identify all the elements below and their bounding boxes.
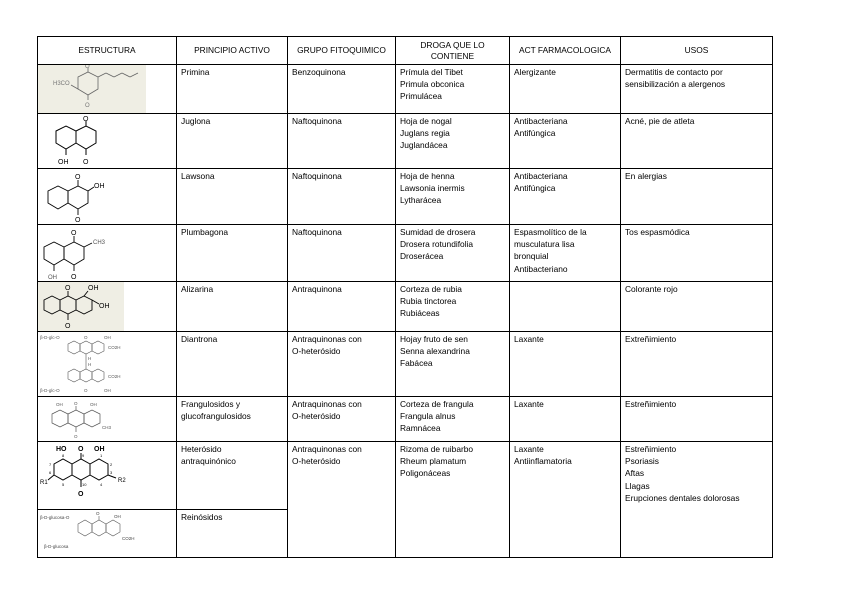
structure-cell bbox=[38, 442, 177, 510]
table-row bbox=[38, 282, 773, 332]
droga-cell: Hoja de nogal Juglans regia Juglandácea bbox=[396, 114, 510, 169]
usos-cell: Acné, pie de atleta bbox=[621, 114, 773, 169]
header-droga: DROGA QUE LO CONTIENE bbox=[396, 37, 510, 65]
droga-cell: Prímula del Tibet Primula obconica Primulácea bbox=[396, 65, 510, 114]
struct-label: 1 bbox=[100, 453, 103, 458]
struct-label: OH bbox=[104, 335, 111, 340]
act-cell bbox=[510, 282, 621, 332]
structure-cell bbox=[38, 332, 177, 397]
struct-label: R1 bbox=[40, 480, 48, 486]
header-act-farmacologica: ACT FARMACOLOGICA bbox=[510, 37, 621, 65]
struct-label: β-D-glucosa-O bbox=[40, 515, 70, 520]
lawsona-structure bbox=[38, 169, 118, 223]
usos-cell: Estreñimiento bbox=[621, 397, 773, 442]
struct-label: O bbox=[83, 159, 89, 166]
struct-label: 9 bbox=[82, 453, 85, 458]
structure-cell bbox=[38, 510, 177, 558]
struct-label: R2 bbox=[118, 478, 126, 484]
struct-label: O bbox=[83, 116, 89, 123]
principio-cell: Frangulosidos y glucofrangulosidos bbox=[177, 397, 288, 442]
struct-label: OH bbox=[94, 183, 105, 190]
usos-cell: Tos espasmódica bbox=[621, 225, 773, 282]
droga-cell: Hoja de henna Lawsonia inermis Lytharácea bbox=[396, 169, 510, 225]
struct-label: O bbox=[75, 174, 81, 181]
header-row bbox=[38, 37, 773, 65]
struct-label: H3CO bbox=[53, 81, 70, 87]
primina-structure bbox=[38, 65, 146, 113]
act-cell: Antibacteriana Antifúngica bbox=[510, 114, 621, 169]
principio-cell: Juglona bbox=[177, 114, 288, 169]
struct-label: OH bbox=[58, 159, 69, 166]
principio-cell: Alizarina bbox=[177, 282, 288, 332]
table-row bbox=[38, 397, 773, 442]
structure-cell bbox=[38, 65, 177, 114]
struct-label: O bbox=[65, 285, 71, 292]
principio-cell: Lawsona bbox=[177, 169, 288, 225]
droga-cell: Sumidad de drosera Drosera rotundifolia Droserácea bbox=[396, 225, 510, 282]
act-cell: Espasmolítico de la musculatura lisa bronquial Antibacteriano bbox=[510, 225, 621, 282]
grupo-cell: Naftoquinona bbox=[288, 114, 396, 169]
grupo-cell: Benzoquinona bbox=[288, 65, 396, 114]
struct-label: O bbox=[71, 274, 77, 281]
grupo-cell: Antraquinona bbox=[288, 282, 396, 332]
struct-label: 3 bbox=[110, 470, 113, 475]
struct-label: O bbox=[74, 434, 78, 439]
struct-label: OH bbox=[90, 402, 97, 407]
diantrona-structure bbox=[38, 332, 138, 396]
header-grupo-fitoquimico: GRUPO FITOQUIMICO bbox=[288, 37, 396, 65]
droga-cell: Rizoma de ruibarbo Rheum plamatum Poligonáceas bbox=[396, 442, 510, 558]
principio-cell: Plumbagona bbox=[177, 225, 288, 282]
struct-label: O bbox=[84, 388, 88, 393]
struct-label: O bbox=[65, 323, 71, 330]
header-principio-activo: PRINCIPIO ACTIVO bbox=[177, 37, 288, 65]
principio-cell: Heterósido antraquinónico bbox=[177, 442, 288, 510]
struct-label: β-D-glc-O bbox=[40, 335, 60, 340]
table-row bbox=[38, 442, 773, 510]
reinosidos-structure bbox=[38, 510, 138, 556]
struct-label: 7 bbox=[49, 462, 52, 467]
structure-cell bbox=[38, 397, 177, 442]
usos-cell: Colorante rojo bbox=[621, 282, 773, 332]
act-cell: Laxante Antiinflamatoria bbox=[510, 442, 621, 558]
principio-cell: Diantrona bbox=[177, 332, 288, 397]
struct-label: 6 bbox=[49, 470, 52, 475]
struct-label: O bbox=[85, 103, 90, 109]
struct-label: H bbox=[88, 362, 92, 367]
struct-label: CO2H bbox=[108, 345, 121, 350]
table-row bbox=[38, 65, 773, 114]
grupo-cell: Antraquinonas con O-heterósido bbox=[288, 442, 396, 558]
struct-label: CO2H bbox=[108, 374, 121, 379]
table-row bbox=[38, 169, 773, 225]
usos-cell: Dermatitis de contacto por sensibilización a alergenos bbox=[621, 65, 773, 114]
struct-label: OH bbox=[94, 446, 105, 453]
droga-cell: Corteza de frangula Frangula alnus Ramnácea bbox=[396, 397, 510, 442]
struct-label: O bbox=[75, 217, 81, 223]
grupo-cell: Naftoquinona bbox=[288, 225, 396, 282]
struct-label: β-D-glc-O bbox=[40, 388, 60, 393]
struct-label: 8 bbox=[62, 453, 65, 458]
act-cell: Laxante bbox=[510, 332, 621, 397]
struct-label: O bbox=[78, 446, 84, 453]
structure-image-bg bbox=[38, 282, 124, 331]
droga-cell: Hojay fruto de sen Senna alexandrina Fabácea bbox=[396, 332, 510, 397]
usos-cell: En alergias bbox=[621, 169, 773, 225]
grupo-cell: Naftoquinona bbox=[288, 169, 396, 225]
act-cell: Antibacteriana Antifúngica bbox=[510, 169, 621, 225]
struct-label: OH bbox=[48, 275, 57, 281]
structure-cell bbox=[38, 114, 177, 169]
juglona-structure bbox=[38, 114, 106, 168]
table-row bbox=[38, 225, 773, 282]
struct-label: OH bbox=[88, 285, 99, 292]
struct-label: 5 bbox=[62, 482, 65, 487]
struct-label: O bbox=[78, 491, 84, 498]
struct-label: O bbox=[85, 65, 90, 70]
act-cell: Laxante bbox=[510, 397, 621, 442]
struct-label: O bbox=[74, 401, 78, 406]
structure-image-bg bbox=[38, 65, 146, 113]
structure-cell bbox=[38, 225, 177, 282]
table-row bbox=[38, 332, 773, 397]
usos-cell: Extreñimiento bbox=[621, 332, 773, 397]
struct-label: 10 bbox=[82, 482, 87, 487]
droga-cell: Corteza de rubia Rubia tinctorea Rubiáceas bbox=[396, 282, 510, 332]
struct-label: CO2H bbox=[122, 536, 135, 541]
grupo-cell: Antraquinonas con O-heterósido bbox=[288, 397, 396, 442]
struct-label: OH bbox=[56, 402, 63, 407]
table-row bbox=[38, 114, 773, 169]
struct-label: OH bbox=[104, 388, 111, 393]
heterosido-structure bbox=[38, 442, 138, 502]
struct-label: HO bbox=[56, 446, 67, 453]
principio-cell: Primina bbox=[177, 65, 288, 114]
header-usos: USOS bbox=[621, 37, 773, 65]
frangulosidos-structure bbox=[38, 397, 138, 441]
struct-label: 4 bbox=[100, 482, 103, 487]
phytochemistry-table bbox=[37, 36, 773, 558]
struct-label: O bbox=[84, 335, 88, 340]
struct-label: O bbox=[71, 230, 77, 237]
usos-cell: Estreñimiento Psoriasis Aftas Llagas Erupciones dentales dolorosas bbox=[621, 442, 773, 558]
struct-label: H bbox=[88, 356, 92, 361]
struct-label: CH3 bbox=[102, 425, 112, 430]
structure-cell bbox=[38, 169, 177, 225]
principio-cell: Reinósidos bbox=[177, 510, 288, 558]
struct-label: CH3 bbox=[93, 240, 106, 246]
act-cell: Alergizante bbox=[510, 65, 621, 114]
alizarina-structure bbox=[38, 282, 124, 331]
structure-cell bbox=[38, 282, 177, 332]
struct-label: β-D-glucosa bbox=[44, 544, 69, 549]
struct-label: OH bbox=[99, 303, 110, 310]
header-estructura: ESTRUCTURA bbox=[38, 37, 177, 65]
struct-label: 2 bbox=[110, 462, 113, 467]
grupo-cell: Antraquinonas con O-heterósido bbox=[288, 332, 396, 397]
plumbagona-structure bbox=[38, 225, 138, 281]
struct-label: O bbox=[96, 511, 100, 516]
struct-label: OH bbox=[114, 514, 121, 519]
